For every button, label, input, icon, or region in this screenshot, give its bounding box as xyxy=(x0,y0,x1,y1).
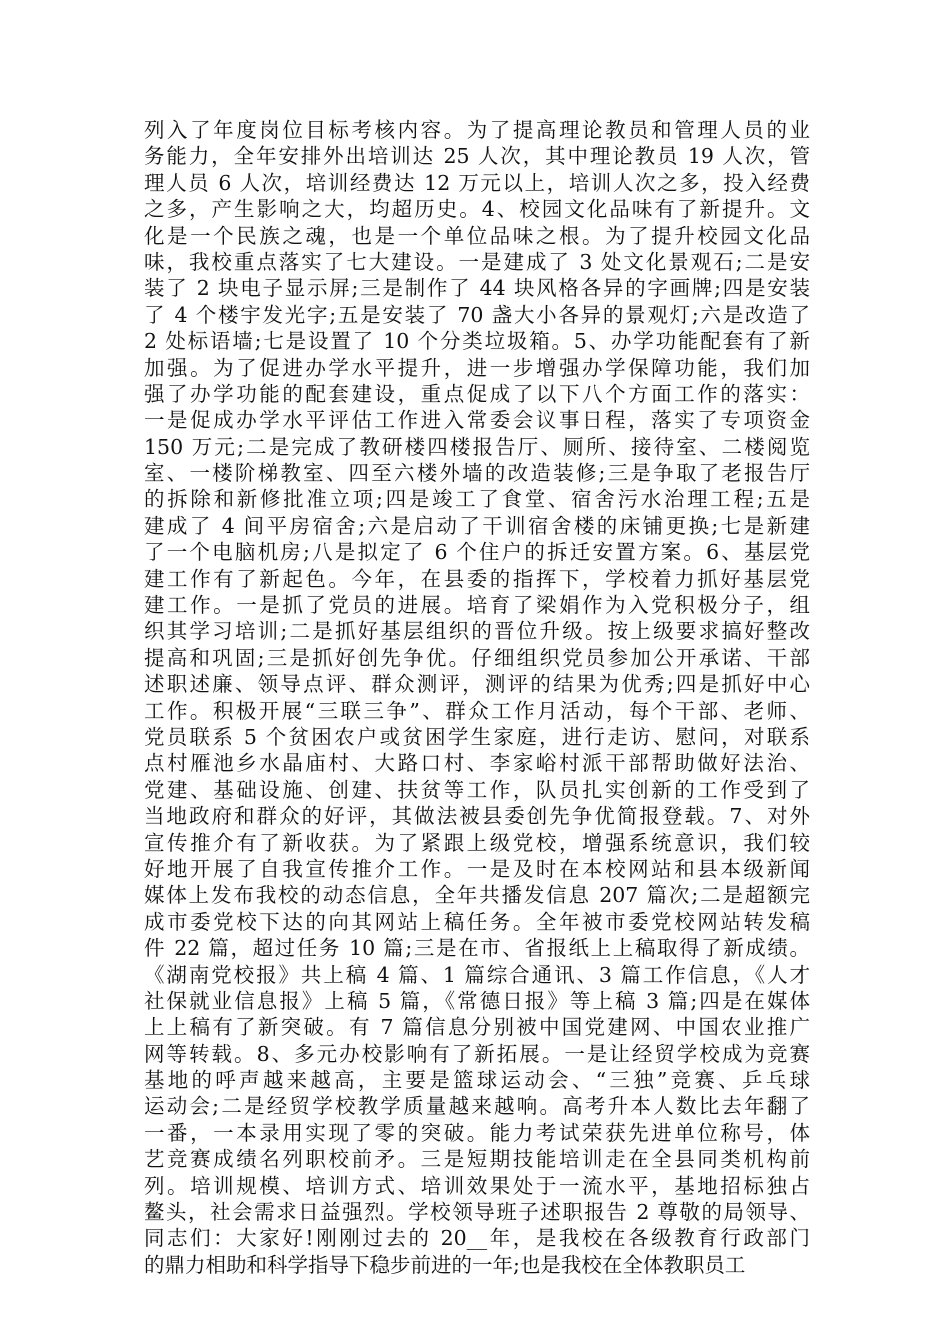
text-line: 《湖南党校报》共上稿 4 篇、1 篇综合通讯、3 篇工作信息，《人才 xyxy=(144,962,810,987)
text-line: 理人员 6 人次，培训经费达 12 万元以上，培训人次之多，投入经费 xyxy=(144,170,810,195)
text-line: 列入了年度岗位目标考核内容。为了提高理论教员和管理人员的业 xyxy=(144,118,810,142)
text-line: 建成了 4 间平房宿舍;六是启动了干训宿舍楼的床铺更换;七是新建 xyxy=(144,513,810,538)
text-line: 党建、基础设施、创建、扶贫等工作，队员扎实创新的工作受到了 xyxy=(144,777,810,802)
text-line: 社保就业信息报》上稿 5 篇，《常德日报》等上稿 3 篇;四是在媒体 xyxy=(144,988,810,1013)
text-line: 2 处标语墙;七是设置了 10 个分类垃圾箱。5、办学功能配套有了新 xyxy=(144,329,810,354)
text-line: 网等转载。8、多元办校影响有了新拓展。一是让经贸学校成为竞赛 xyxy=(144,1041,810,1066)
document-page xyxy=(144,117,810,1278)
text-line: 好地开展了自我宣传推介工作。一是及时在本校网站和县本级新闻 xyxy=(144,856,810,881)
text-line: 一是促成办学水平评估工作进入常委会议事日程，落实了专项资金 xyxy=(144,408,810,433)
text-line: 之多，产生影响之大，均超历史。4、校园文化品味有了新提升。文 xyxy=(144,197,810,222)
text-line: 宣传推介有了新收获。为了紧跟上级党校，增强系统意识，我们较 xyxy=(144,830,810,855)
text-line: 织其学习培训;二是抓好基层组织的晋位升级。按上级要求搞好整改 xyxy=(144,619,810,644)
text-line: 化是一个民族之魂，也是一个单位品味之根。为了提升校园文化品 xyxy=(144,223,810,248)
text-line: 提高和巩固;三是抓好创先争优。仔细组织党员参加公开承诺、干部 xyxy=(144,645,810,670)
text-line: 一番，一本录用实现了零的突破。能力考试荣获先进单位称号，体 xyxy=(144,1120,810,1145)
text-line: 鳌头，社会需求日益强烈。学校领导班子述职报告 2 尊敬的局领导、 xyxy=(144,1200,810,1225)
text-line: 强了办学功能的配套建设，重点促成了以下八个方面工作的落实： xyxy=(144,381,810,406)
text-line: 务能力，全年安排外出培训达 25 人次，其中理论教员 19 人次，管 xyxy=(144,144,810,169)
text-line: 列。培训规模、培训方式、培训效果处于一流水平，基地招标独占 xyxy=(144,1173,810,1198)
text-line: 了一个电脑机房;八是拟定了 6 个住户的拆迁安置方案。6、基层党 xyxy=(144,540,810,565)
text-line: 运动会;二是经贸学校教学质量越来越响。高考升本人数比去年翻了 xyxy=(144,1094,810,1119)
text-line: 了 4 个楼宇发光字;五是安装了 70 盏大小各异的景观灯;六是改造了 xyxy=(144,302,810,327)
text-line: 艺竞赛成绩名列职校前矛。三是短期技能培训走在全县同类机构前 xyxy=(144,1147,810,1172)
text-line: 同志们：大家好!刚刚过去的 20__年，是我校在各级教育行政部门 xyxy=(144,1226,810,1251)
text-line: 工作。积极开展“三联三争”、群众工作月活动，每个干部、老师、 xyxy=(144,698,810,723)
text-line: 加强。为了促进办学水平提升，进一步增强办学保障功能，我们加 xyxy=(144,355,810,380)
text-line: 上上稿有了新突破。有 7 篇信息分别被中国党建网、中国农业推广 xyxy=(144,1015,810,1040)
text-line: 点村雁池乡水晶庙村、大路口村、李家峪村派干部帮助做好法治、 xyxy=(144,751,810,776)
text-line: 150 万元;二是完成了教研楼四楼报告厅、厕所、接待室、二楼阅览 xyxy=(144,434,810,459)
text-line: 述职述廉、领导点评、群众测评，测评的结果为优秀;四是抓好中心 xyxy=(144,672,810,697)
text-line: 味，我校重点落实了七大建设。一是建成了 3 处文化景观石;二是安 xyxy=(144,249,810,274)
text-line: 媒体上发布我校的动态信息，全年共播发信息 207 篇次;二是超额完 xyxy=(144,883,810,908)
text-line: 建工作有了新起色。今年，在县委的指挥下，学校着力抓好基层党 xyxy=(144,566,810,591)
text-line: 的拆除和新修批准立项;四是竣工了食堂、宿舍污水治理工程;五是 xyxy=(144,487,810,512)
text-line: 室、一楼阶梯教室、四至六楼外墙的改造装修;三是争取了老报告厅 xyxy=(144,461,810,486)
text-line: 当地政府和群众的好评，其做法被县委创先争优简报登载。7、对外 xyxy=(144,804,810,829)
text-line: 件 22 篇，超过任务 10 篇;三是在市、省报纸上上稿取得了新成绩。 xyxy=(144,936,810,961)
text-line: 党员联系 5 个贫困农户或贫困学生家庭，进行走访、慰问，对联系 xyxy=(144,724,810,749)
text-line: 建工作。一是抓了党员的进展。培育了梁娟作为入党积极分子，组 xyxy=(144,593,810,618)
text-line: 成市委党校下达的向其网站上稿任务。全年被市委党校网站转发稿 xyxy=(144,909,810,934)
text-line: 的鼎力相助和科学指导下稳步前进的一年;也是我校在全体教职员工 xyxy=(144,1252,746,1277)
text-line: 装了 2 块电子显示屏;三是制作了 44 块风格各异的字画牌;四是安装 xyxy=(144,276,810,301)
text-line: 基地的呼声越来越高，主要是篮球运动会、“三独”竞赛、乒乓球 xyxy=(144,1068,810,1093)
